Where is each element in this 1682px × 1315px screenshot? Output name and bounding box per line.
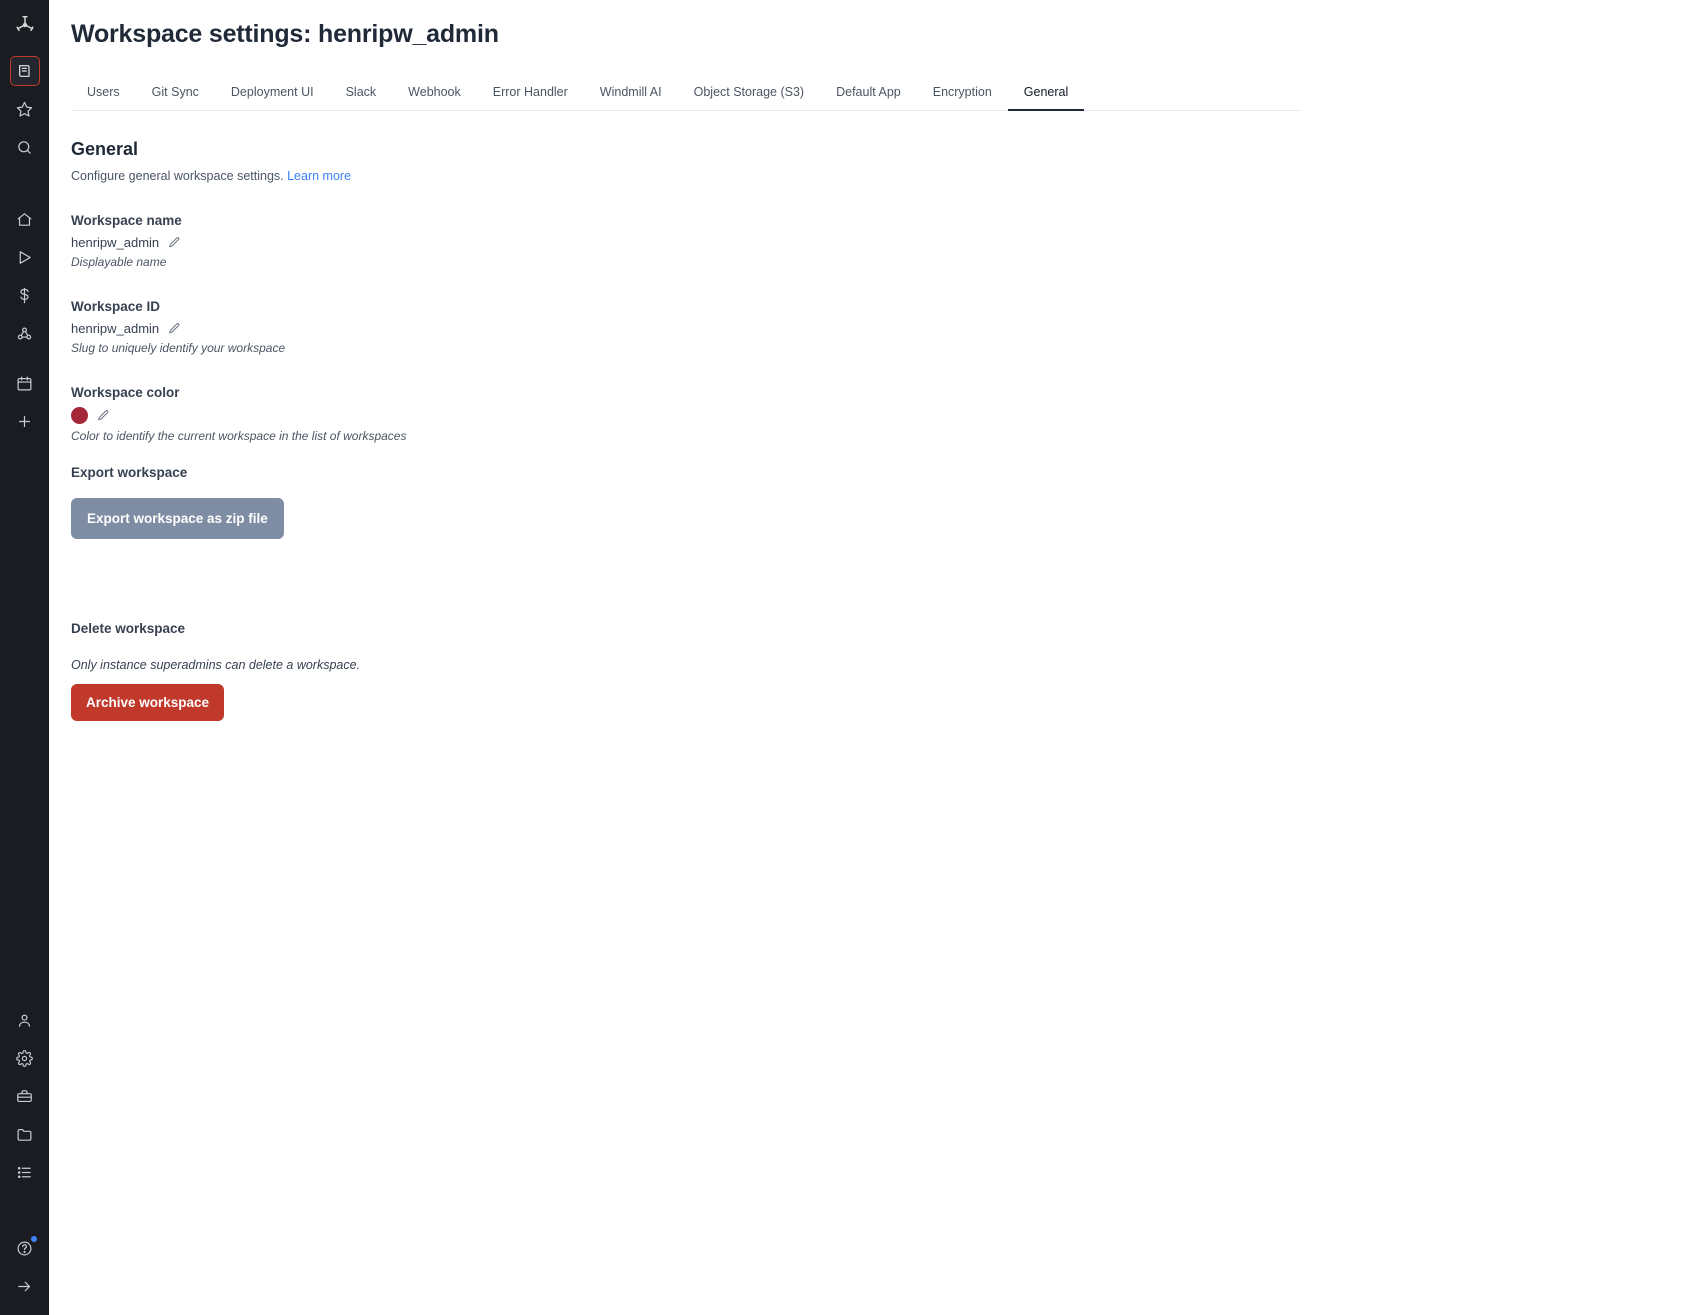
- edit-workspace-id-pencil-icon[interactable]: [168, 322, 181, 335]
- page-title: Workspace settings: henripw_admin: [71, 20, 499, 48]
- edit-workspace-color-pencil-icon[interactable]: [97, 409, 110, 422]
- sidebar-item-resources[interactable]: [10, 318, 40, 348]
- sidebar-item-workers[interactable]: [10, 1081, 40, 1111]
- workspace-name-label: Workspace name: [71, 213, 182, 228]
- section-description: [71, 169, 1682, 183]
- tab-deployment-ui[interactable]: Deployment UI: [230, 85, 314, 99]
- delete-workspace-note: Only instance superadmins can delete a workspace.: [71, 658, 361, 672]
- home-icon: [16, 211, 33, 228]
- list-icon: [16, 1164, 33, 1181]
- sidebar-item-collapse[interactable]: [10, 1271, 40, 1301]
- workspace-color-field: [71, 385, 1682, 443]
- sidebar-top-group: [10, 52, 40, 166]
- tab-git-sync[interactable]: Git Sync: [151, 85, 199, 99]
- workspace-color-swatch[interactable]: [71, 407, 88, 424]
- question-circle-icon: [16, 1240, 33, 1257]
- workspace-name-field: [71, 213, 1682, 269]
- user-icon: [16, 1012, 33, 1029]
- play-icon: [16, 249, 33, 266]
- sidebar-bottom-group: [10, 1001, 40, 1305]
- sidebar-item-schedules[interactable]: [10, 368, 40, 398]
- tab-windmill-ai[interactable]: Windmill AI: [599, 85, 662, 99]
- workspace-name-hint: Displayable name: [71, 255, 167, 269]
- hub-icon: [16, 325, 33, 342]
- sidebar-item-favorites[interactable]: [10, 94, 40, 124]
- workspace-color-hint: Color to identify the current workspace in the list of workspaces: [71, 429, 407, 443]
- section-heading: General: [71, 139, 139, 159]
- sidebar: [0, 0, 49, 1315]
- tab-object-storage[interactable]: Object Storage (S3): [693, 85, 805, 99]
- plus-icon: [16, 413, 33, 430]
- tab-error-handler[interactable]: Error Handler: [492, 85, 568, 99]
- export-workspace-label: Export workspace: [71, 465, 188, 480]
- tab-slack[interactable]: Slack: [345, 85, 377, 99]
- workspace-name-row: [71, 235, 1682, 250]
- search-icon: [16, 139, 33, 156]
- sidebar-item-variables[interactable]: [10, 280, 40, 310]
- delete-workspace-label: Delete workspace: [71, 621, 186, 636]
- tab-encryption[interactable]: Encryption: [932, 85, 992, 99]
- calendar-icon: [16, 375, 33, 392]
- sidebar-item-audit-logs[interactable]: [10, 1157, 40, 1187]
- tab-webhook[interactable]: Webhook: [408, 85, 461, 99]
- gear-icon: [16, 1050, 33, 1067]
- export-workspace-button[interactable]: Export workspace as zip file: [71, 498, 284, 539]
- main-area: [49, 0, 1682, 1315]
- toolbox-icon: [16, 1088, 33, 1105]
- workspace-id-value: henripw_admin: [71, 321, 160, 336]
- tab-users[interactable]: Users: [87, 85, 120, 99]
- sidebar-item-settings[interactable]: [10, 1043, 40, 1073]
- workspace-color-row: [71, 407, 1682, 424]
- archive-workspace-button[interactable]: Archive workspace: [71, 684, 224, 721]
- workspace-id-row: [71, 321, 1682, 336]
- sidebar-nav-group: [10, 200, 40, 440]
- sidebar-item-create-new[interactable]: [10, 406, 40, 436]
- edit-workspace-name-pencil-icon[interactable]: [168, 236, 181, 249]
- folder-icon: [16, 1126, 33, 1143]
- sidebar-item-help[interactable]: [10, 1233, 40, 1263]
- tab-default-app[interactable]: Default App: [836, 85, 901, 99]
- star-icon: [16, 101, 33, 118]
- workspace-id-hint: Slug to uniquely identify your workspace: [71, 341, 286, 355]
- arrow-right-icon: [16, 1278, 33, 1295]
- learn-more-link[interactable]: Learn more: [287, 169, 352, 183]
- sidebar-item-account[interactable]: [10, 1005, 40, 1035]
- tab-general[interactable]: General: [1008, 85, 1084, 111]
- book-icon: [17, 63, 33, 79]
- help-notification-badge: [31, 1236, 37, 1242]
- workspace-name-value: henripw_admin: [71, 235, 160, 250]
- sidebar-item-home[interactable]: [10, 204, 40, 234]
- workspace-id-field: [71, 299, 1682, 355]
- workspace-id-label: Workspace ID: [71, 299, 161, 314]
- windmill-logo-icon[interactable]: [8, 8, 42, 42]
- sidebar-item-runs[interactable]: [10, 242, 40, 272]
- general-panel: [49, 111, 1682, 721]
- sidebar-item-workspace-settings[interactable]: [10, 56, 40, 86]
- workspace-color-label: Workspace color: [71, 385, 180, 400]
- section-description-text: Configure general workspace settings.: [71, 169, 284, 183]
- sidebar-item-folders[interactable]: [10, 1119, 40, 1149]
- dollar-icon: [16, 287, 33, 304]
- settings-tabs: [71, 79, 1301, 111]
- sidebar-item-search[interactable]: [10, 132, 40, 162]
